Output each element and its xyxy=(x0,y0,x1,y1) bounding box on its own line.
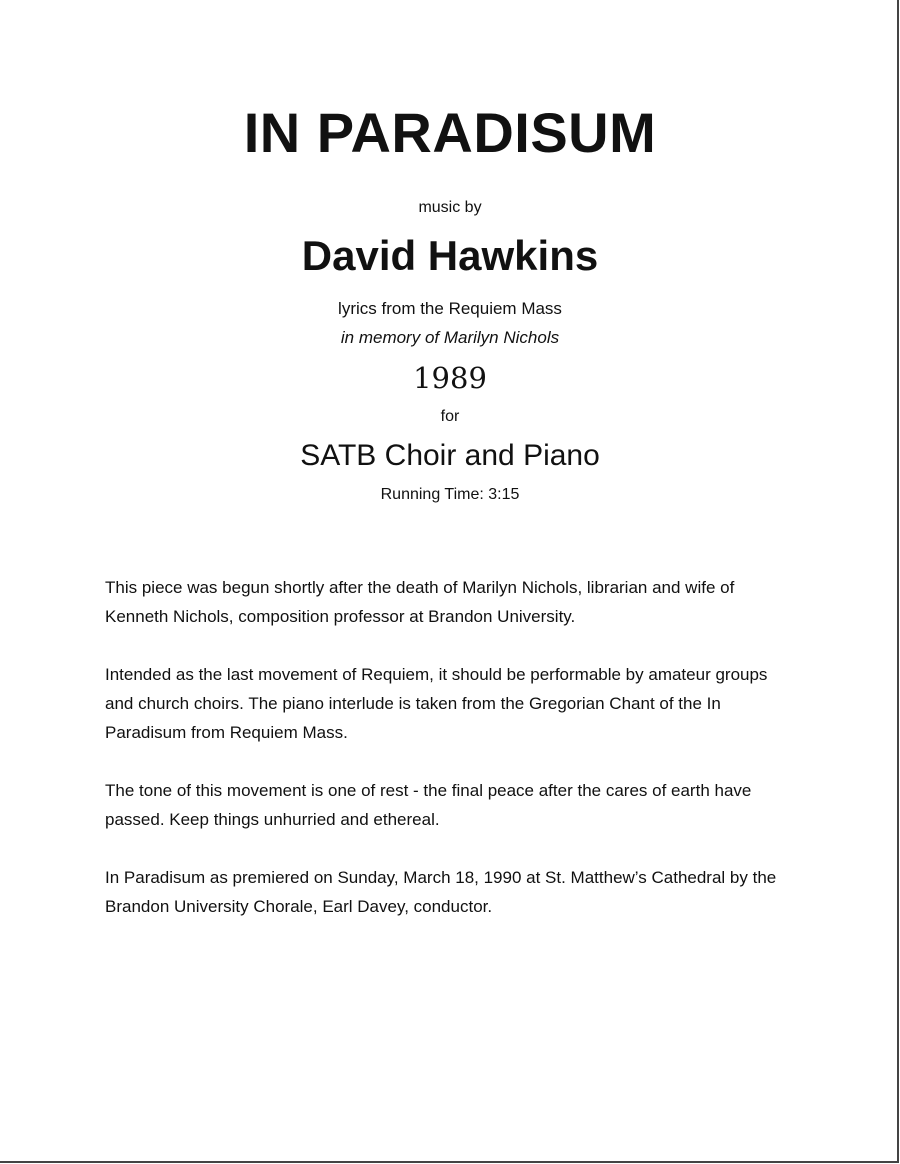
credit-label: music by xyxy=(418,199,482,216)
lyrics-source: lyrics from the Requiem Mass xyxy=(338,299,562,318)
composer-name: David Hawkins xyxy=(301,232,599,279)
program-note: The tone of this movement is one of rest - the final peace after the cares of earth have passed. Keep things unhurried and ethereal. xyxy=(105,781,752,829)
composition-year: 1989 xyxy=(413,361,487,395)
program-note: Intended as the last movement of Requiem, it should be performable by amateur groups and church choirs. The piano interlude is taken from the Gregorian Chant of the In Paradisum from Requiem Mass. xyxy=(105,665,768,742)
running-time: Running Time: 3:15 xyxy=(380,486,520,503)
program-note: In Paradisum as premiered on Sunday, March 18, 1990 at St. Matthew’s Cathedral by the Brandon University Chorale, Earl Davey, conductor. xyxy=(105,868,777,916)
dedication: in memory of Marilyn Nichols xyxy=(340,328,560,347)
page-title: IN PARADISUM xyxy=(243,101,657,164)
program-notes xyxy=(105,573,795,950)
for-label: for xyxy=(440,408,460,425)
instrumentation: SATB Choir and Piano xyxy=(300,439,600,472)
program-note: This piece was begun shortly after the death of Marilyn Nichols, librarian and wife of Kenneth Nichols, composition professor at Brandon University. xyxy=(105,578,735,626)
